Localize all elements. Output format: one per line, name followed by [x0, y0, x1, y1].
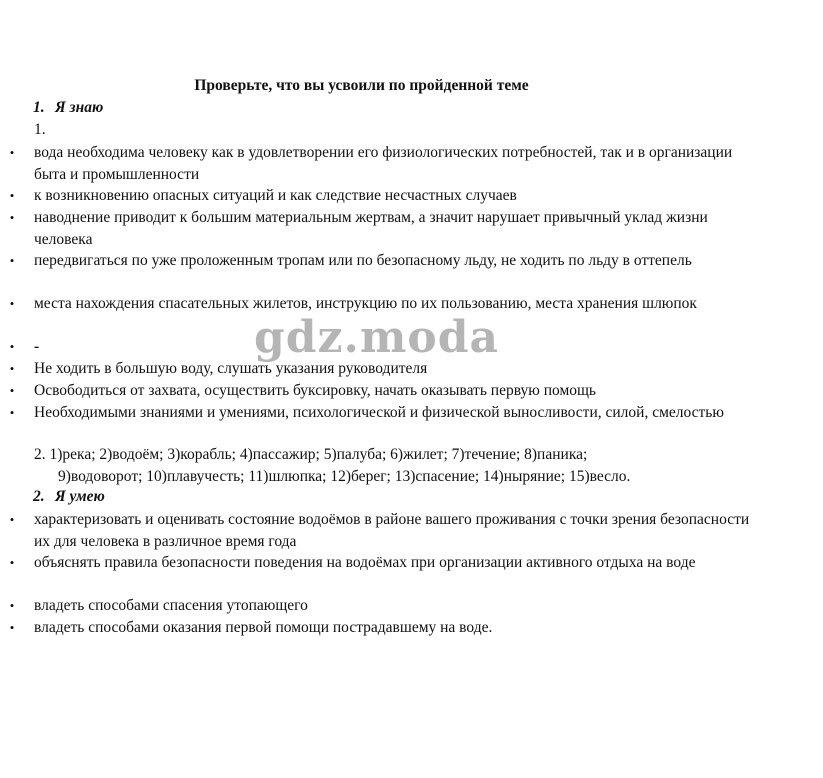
list-item-text: вода необходима человеку как в удовлетворении его физиологических потребностей, так и в организации быта и промышленности	[34, 144, 733, 183]
answers-line: 9)водоворот; 10)плавучесть; 11)шлюпка; 12)берег; 13)спасение; 14)ныряние; 15)весло.	[58, 467, 631, 485]
section-number: 2.	[33, 488, 45, 505]
list-item-text: наводнение приводит к большим материальным жертвам, а значит нарушает привычный уклад жизни человека	[34, 209, 708, 248]
bullet-icon: •	[9, 296, 15, 311]
bullet-icon: •	[9, 339, 15, 354]
list-item-text: объяснять правила безопасности поведения на водоёмах при организации активного отдыха на воде	[34, 554, 696, 571]
list-item-text: -	[34, 338, 40, 355]
bullet-icon: •	[9, 188, 15, 203]
bullet-icon: •	[9, 512, 15, 527]
bullet-icon: •	[9, 210, 15, 225]
list-item-text: передвигаться по уже проложенным тропам или по безопасному льду, не ходить по льду в оттепель	[34, 252, 692, 269]
bullet-icon: •	[9, 620, 15, 635]
answers-line: 2. 1)река; 2)водоём; 3)корабль; 4)пассажир; 5)палуба; 6)жилет; 7)течение; 8)паника;	[34, 446, 588, 463]
bullet-icon: •	[9, 598, 15, 613]
bullet-icon: •	[9, 405, 15, 420]
section-heading-can	[33, 487, 105, 507]
list-item-text: владеть способами оказания первой помощи пострадавшему на воде.	[34, 619, 493, 636]
section-title: Я знаю	[55, 99, 104, 116]
answers-list	[34, 444, 754, 487]
list-item-text: к возникновению опасных ситуаций и как следствие несчастных случаев	[34, 187, 517, 204]
page-title: Проверьте, что вы усвоили по пройденной теме	[194, 77, 529, 94]
list-item-text: места нахождения спасательных жилетов, инструкцию по их пользованию, места хранения шлюпок	[34, 295, 697, 312]
bullet-icon: •	[9, 383, 15, 398]
watermark: gdz.moda	[254, 312, 500, 363]
sub-number: 1.	[34, 121, 46, 138]
list-item-text: Не ходить в большую воду, слушать указания руководителя	[34, 360, 428, 377]
list-item-text: Освободиться от захвата, осуществить буксировку, начать оказывать первую помощь	[34, 382, 597, 399]
section-number: 1.	[33, 99, 45, 116]
section-title: Я умею	[55, 488, 105, 505]
section-heading-know	[33, 98, 103, 118]
list-item-text: владеть способами спасения утопающего	[34, 597, 308, 614]
bullet-icon: •	[9, 253, 15, 268]
bullet-icon: •	[9, 555, 15, 570]
bullet-icon: •	[9, 145, 15, 160]
list-item-text: Необходимыми знаниями и умениями, психологической и физической выносливости, силой, смелостью	[34, 404, 724, 421]
list-item-text: характеризовать и оценивать состояние водоёмов в районе вашего проживания с точки зрения безопасности их для человека в различное время года	[34, 511, 750, 550]
bullet-icon: •	[9, 361, 15, 376]
